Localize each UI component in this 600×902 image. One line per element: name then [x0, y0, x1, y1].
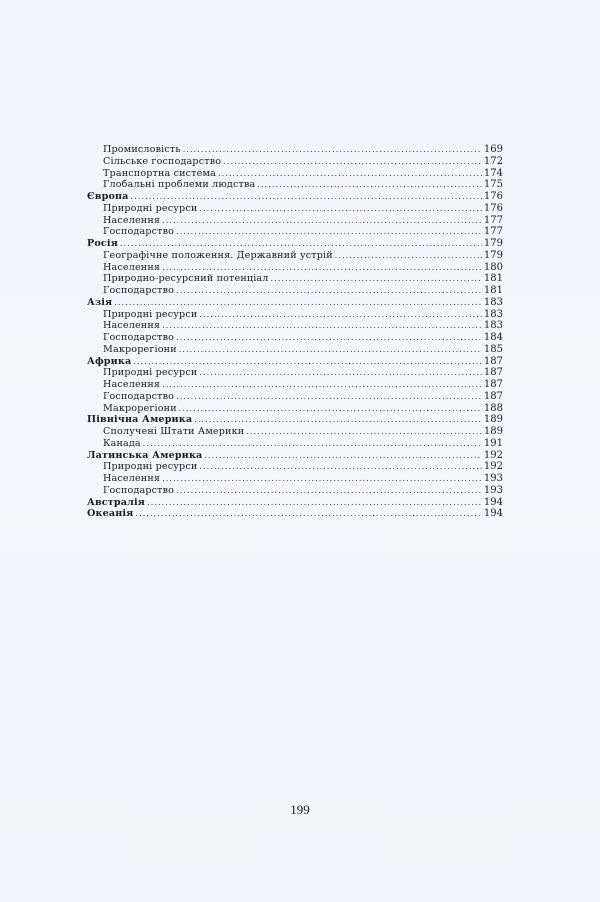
- toc-entry-title: Сільське господарство: [103, 155, 222, 167]
- toc-entry-title: Природно-ресурсний потенціал: [103, 273, 269, 285]
- toc-subsection-entry: [87, 226, 503, 238]
- toc-entry-title: Господарство: [103, 390, 175, 402]
- toc-entry-page: 176: [483, 202, 503, 214]
- toc-entry-title: Океанія: [87, 508, 134, 520]
- toc-entry-title: Природні ресурси: [103, 461, 198, 473]
- dot-leader: [199, 461, 482, 473]
- toc-entry-page: 180: [483, 261, 503, 273]
- dot-leader: [131, 191, 482, 203]
- toc-entry-title: Господарство: [103, 332, 175, 343]
- toc-entry-page: 187: [483, 390, 503, 402]
- toc-entry-title: Канада: [103, 437, 141, 449]
- toc-entry-title: Природні ресурси: [103, 308, 198, 320]
- dot-leader: [218, 168, 482, 180]
- toc-entry-page: 177: [483, 226, 503, 238]
- toc-entry-page: 179: [483, 238, 503, 249]
- toc-entry-page: 189: [483, 414, 503, 426]
- toc-subsection-entry: [87, 320, 503, 332]
- toc-entry-page: 191: [483, 437, 503, 449]
- toc-section-entry: [87, 191, 503, 203]
- toc-subsection-entry: [87, 144, 503, 156]
- toc-entry-title: Природні ресурси: [103, 367, 198, 379]
- toc-entry-title: Населення: [103, 214, 161, 226]
- toc-entry-title: Географічне положення. Державний устрій: [103, 249, 333, 261]
- toc-section-entry: [87, 414, 503, 426]
- toc-subsection-entry: [87, 379, 503, 391]
- dot-leader: [204, 450, 482, 462]
- toc-subsection-entry: [87, 485, 503, 497]
- toc-entry-page: 169: [483, 144, 503, 155]
- toc-entry-page: 183: [483, 296, 503, 308]
- toc-subsection-entry: [87, 461, 503, 473]
- toc-entry-page: 185: [483, 343, 503, 355]
- toc-entry-title: Промисловість: [103, 144, 181, 155]
- toc-entry-page: 174: [483, 167, 503, 179]
- dot-leader: [162, 320, 482, 332]
- toc-entry-title: Північна Америка: [87, 414, 193, 426]
- toc-subsection-entry: [87, 273, 503, 285]
- toc-section-entry: [87, 450, 503, 462]
- toc-entry-title: Господарство: [103, 226, 175, 238]
- dot-leader: [135, 508, 481, 520]
- toc-entry-page: 193: [483, 473, 503, 484]
- toc-subsection-entry: [87, 215, 503, 227]
- toc-entry-title: Європа: [87, 191, 129, 202]
- toc-entry-title: Макрорегіони: [103, 402, 177, 414]
- dot-leader: [271, 273, 482, 285]
- toc-entry-title: Азія: [87, 296, 113, 308]
- dot-leader: [199, 309, 482, 321]
- toc-subsection-entry: [87, 332, 503, 344]
- toc-entry-page: 176: [483, 191, 503, 202]
- toc-subsection-entry: [87, 285, 503, 297]
- dot-leader: [162, 473, 482, 485]
- table-of-contents: [87, 144, 503, 520]
- toc-entry-title: Росія: [87, 238, 118, 249]
- toc-entry-title: Макрорегіони: [103, 343, 177, 355]
- dot-leader: [176, 391, 482, 403]
- toc-section-entry: [87, 238, 503, 250]
- toc-subsection-entry: [87, 262, 503, 274]
- toc-entry-title: Господарство: [103, 285, 175, 296]
- dot-leader: [183, 144, 482, 156]
- toc-entry-title: Латинська Америка: [87, 449, 203, 461]
- toc-subsection-entry: [87, 403, 503, 415]
- toc-subsection-entry: [87, 203, 503, 215]
- dot-leader: [162, 379, 482, 391]
- toc-subsection-entry: [87, 391, 503, 403]
- dot-leader: [179, 403, 482, 415]
- dot-leader: [199, 367, 482, 379]
- toc-subsection-entry: [87, 179, 503, 191]
- dot-leader: [143, 438, 482, 450]
- toc-entry-title: Сполучені Штати Америки: [103, 426, 245, 437]
- toc-subsection-entry: [87, 156, 503, 168]
- toc-entry-page: 184: [483, 332, 503, 343]
- toc-entry-page: 177: [483, 214, 503, 226]
- dot-leader: [246, 426, 482, 438]
- toc-entry-page: 179: [483, 249, 503, 261]
- toc-entry-page: 181: [483, 273, 503, 285]
- toc-section-entry: [87, 297, 503, 309]
- dot-leader: [176, 285, 482, 297]
- toc-subsection-entry: [87, 367, 503, 379]
- page-number: 199: [290, 802, 310, 817]
- dot-leader: [147, 497, 482, 509]
- toc-subsection-entry: [87, 250, 503, 262]
- toc-entry-title: Австралія: [87, 496, 146, 508]
- dot-leader: [176, 226, 482, 238]
- toc-subsection-entry: [87, 426, 503, 438]
- toc-subsection-entry: [87, 344, 503, 356]
- toc-entry-page: 192: [483, 461, 503, 473]
- toc-subsection-entry: [87, 438, 503, 450]
- dot-leader: [223, 156, 482, 168]
- toc-section-entry: [87, 508, 503, 520]
- toc-entry-page: 181: [483, 285, 503, 296]
- dot-leader: [335, 250, 482, 262]
- toc-entry-page: 194: [483, 496, 503, 508]
- toc-entry-page: 187: [483, 379, 503, 390]
- toc-entry-page: 183: [483, 308, 503, 320]
- toc-entry-page: 183: [483, 320, 503, 332]
- toc-entry-page: 194: [483, 508, 503, 520]
- toc-subsection-entry: [87, 309, 503, 321]
- toc-entry-title: Населення: [103, 320, 161, 332]
- toc-entry-page: 187: [483, 367, 503, 379]
- dot-leader: [199, 203, 482, 215]
- dot-leader: [162, 215, 482, 227]
- toc-entry-title: Транспортна система: [103, 167, 216, 179]
- toc-section-entry: [87, 356, 503, 368]
- toc-entry-page: 188: [483, 402, 503, 414]
- toc-entry-page: 172: [483, 155, 503, 167]
- dot-leader: [176, 332, 482, 344]
- toc-entry-title: Природні ресурси: [103, 202, 198, 214]
- dot-leader: [194, 414, 482, 426]
- toc-section-entry: [87, 497, 503, 509]
- toc-entry-page: 187: [483, 355, 503, 367]
- toc-subsection-entry: [87, 168, 503, 180]
- dot-leader: [162, 262, 482, 274]
- toc-entry-title: Господарство: [103, 484, 175, 496]
- toc-entry-title: Населення: [103, 261, 161, 273]
- dot-leader: [114, 297, 482, 309]
- toc-entry-title: Африка: [87, 355, 132, 367]
- dot-leader: [179, 344, 482, 356]
- toc-entry-page: 193: [483, 484, 503, 496]
- dot-leader: [176, 485, 482, 497]
- dot-leader: [257, 179, 482, 191]
- dot-leader: [133, 356, 482, 368]
- toc-entry-page: 192: [483, 449, 503, 461]
- toc-subsection-entry: [87, 473, 503, 485]
- dot-leader: [120, 238, 482, 250]
- toc-entry-page: 189: [483, 426, 503, 437]
- toc-entry-title: Населення: [103, 379, 161, 390]
- toc-entry-page: 175: [483, 179, 503, 191]
- toc-entry-title: Глобальні проблеми людства: [103, 179, 256, 191]
- toc-entry-title: Населення: [103, 473, 161, 484]
